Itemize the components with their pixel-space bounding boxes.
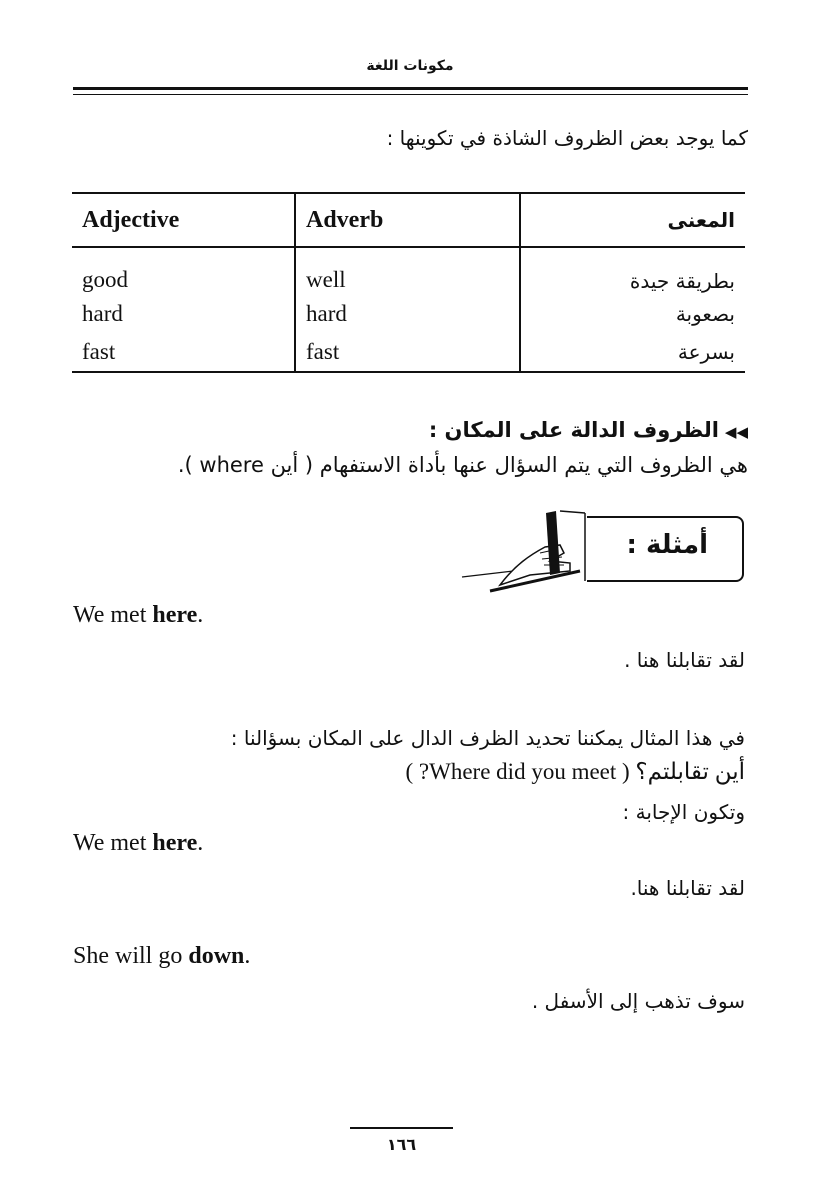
pointing-hand-icon bbox=[460, 505, 600, 595]
header-rule-thin bbox=[73, 94, 748, 95]
table-row bbox=[72, 247, 745, 295]
running-header: مكونات اللغة bbox=[366, 58, 454, 74]
example-3-english: She will go down. bbox=[73, 943, 251, 969]
example-3-arabic: سوف تذهب إلى الأسفل . bbox=[531, 989, 745, 1013]
header-rule-thick bbox=[73, 87, 748, 90]
cell-adverb: fast bbox=[295, 333, 520, 372]
intro-sentence: كما يوجد بعض الظروف الشاذة في تكوينها : bbox=[386, 126, 748, 150]
example-1-english: We met here. bbox=[73, 602, 204, 628]
explanation-line-2: أين تقابلتم؟ ( Where did you meet? ) bbox=[405, 759, 745, 784]
cell-adjective: good bbox=[72, 247, 295, 295]
example-2-english: We met here. bbox=[73, 830, 204, 856]
cell-meaning: بسرعة bbox=[520, 333, 745, 372]
header-adjective: Adjective bbox=[72, 193, 295, 247]
example-2-arabic: لقد تقابلنا هنا. bbox=[630, 876, 745, 900]
section-heading bbox=[429, 418, 748, 442]
explanation-line-3: وتكون الإجابة : bbox=[622, 800, 745, 824]
cell-adjective: fast bbox=[72, 333, 295, 372]
cell-adjective: hard bbox=[72, 295, 295, 333]
table-row bbox=[72, 333, 745, 372]
table-row bbox=[72, 295, 745, 333]
example-1-arabic: لقد تقابلنا هنا . bbox=[624, 648, 745, 672]
table-header-row bbox=[72, 193, 745, 247]
cell-meaning: بصعوبة bbox=[675, 302, 735, 326]
footer-rule bbox=[350, 1127, 453, 1129]
header-adverb: Adverb bbox=[295, 193, 520, 247]
double-arrow-icon: ◀◀ bbox=[724, 423, 748, 441]
cell-adverb: hard bbox=[295, 295, 520, 333]
header-meaning: المعنى bbox=[520, 193, 745, 247]
page-number: ١٦٦ bbox=[386, 1135, 417, 1154]
section-definition: هي الظروف التي يتم السؤال عنها بأداة الاستفهام ( أين where ). bbox=[177, 453, 748, 477]
explanation-line-1: في هذا المثال يمكننا تحديد الظرف الدال على المكان بسؤالنا : bbox=[230, 726, 745, 750]
adverb-table bbox=[72, 192, 745, 373]
examples-label: أمثلة : bbox=[626, 530, 708, 560]
cell-adverb: well bbox=[295, 247, 520, 295]
section-title: الظروف الدالة على المكان : bbox=[428, 418, 719, 442]
cell-meaning: بطريقة جيدة bbox=[629, 269, 735, 293]
